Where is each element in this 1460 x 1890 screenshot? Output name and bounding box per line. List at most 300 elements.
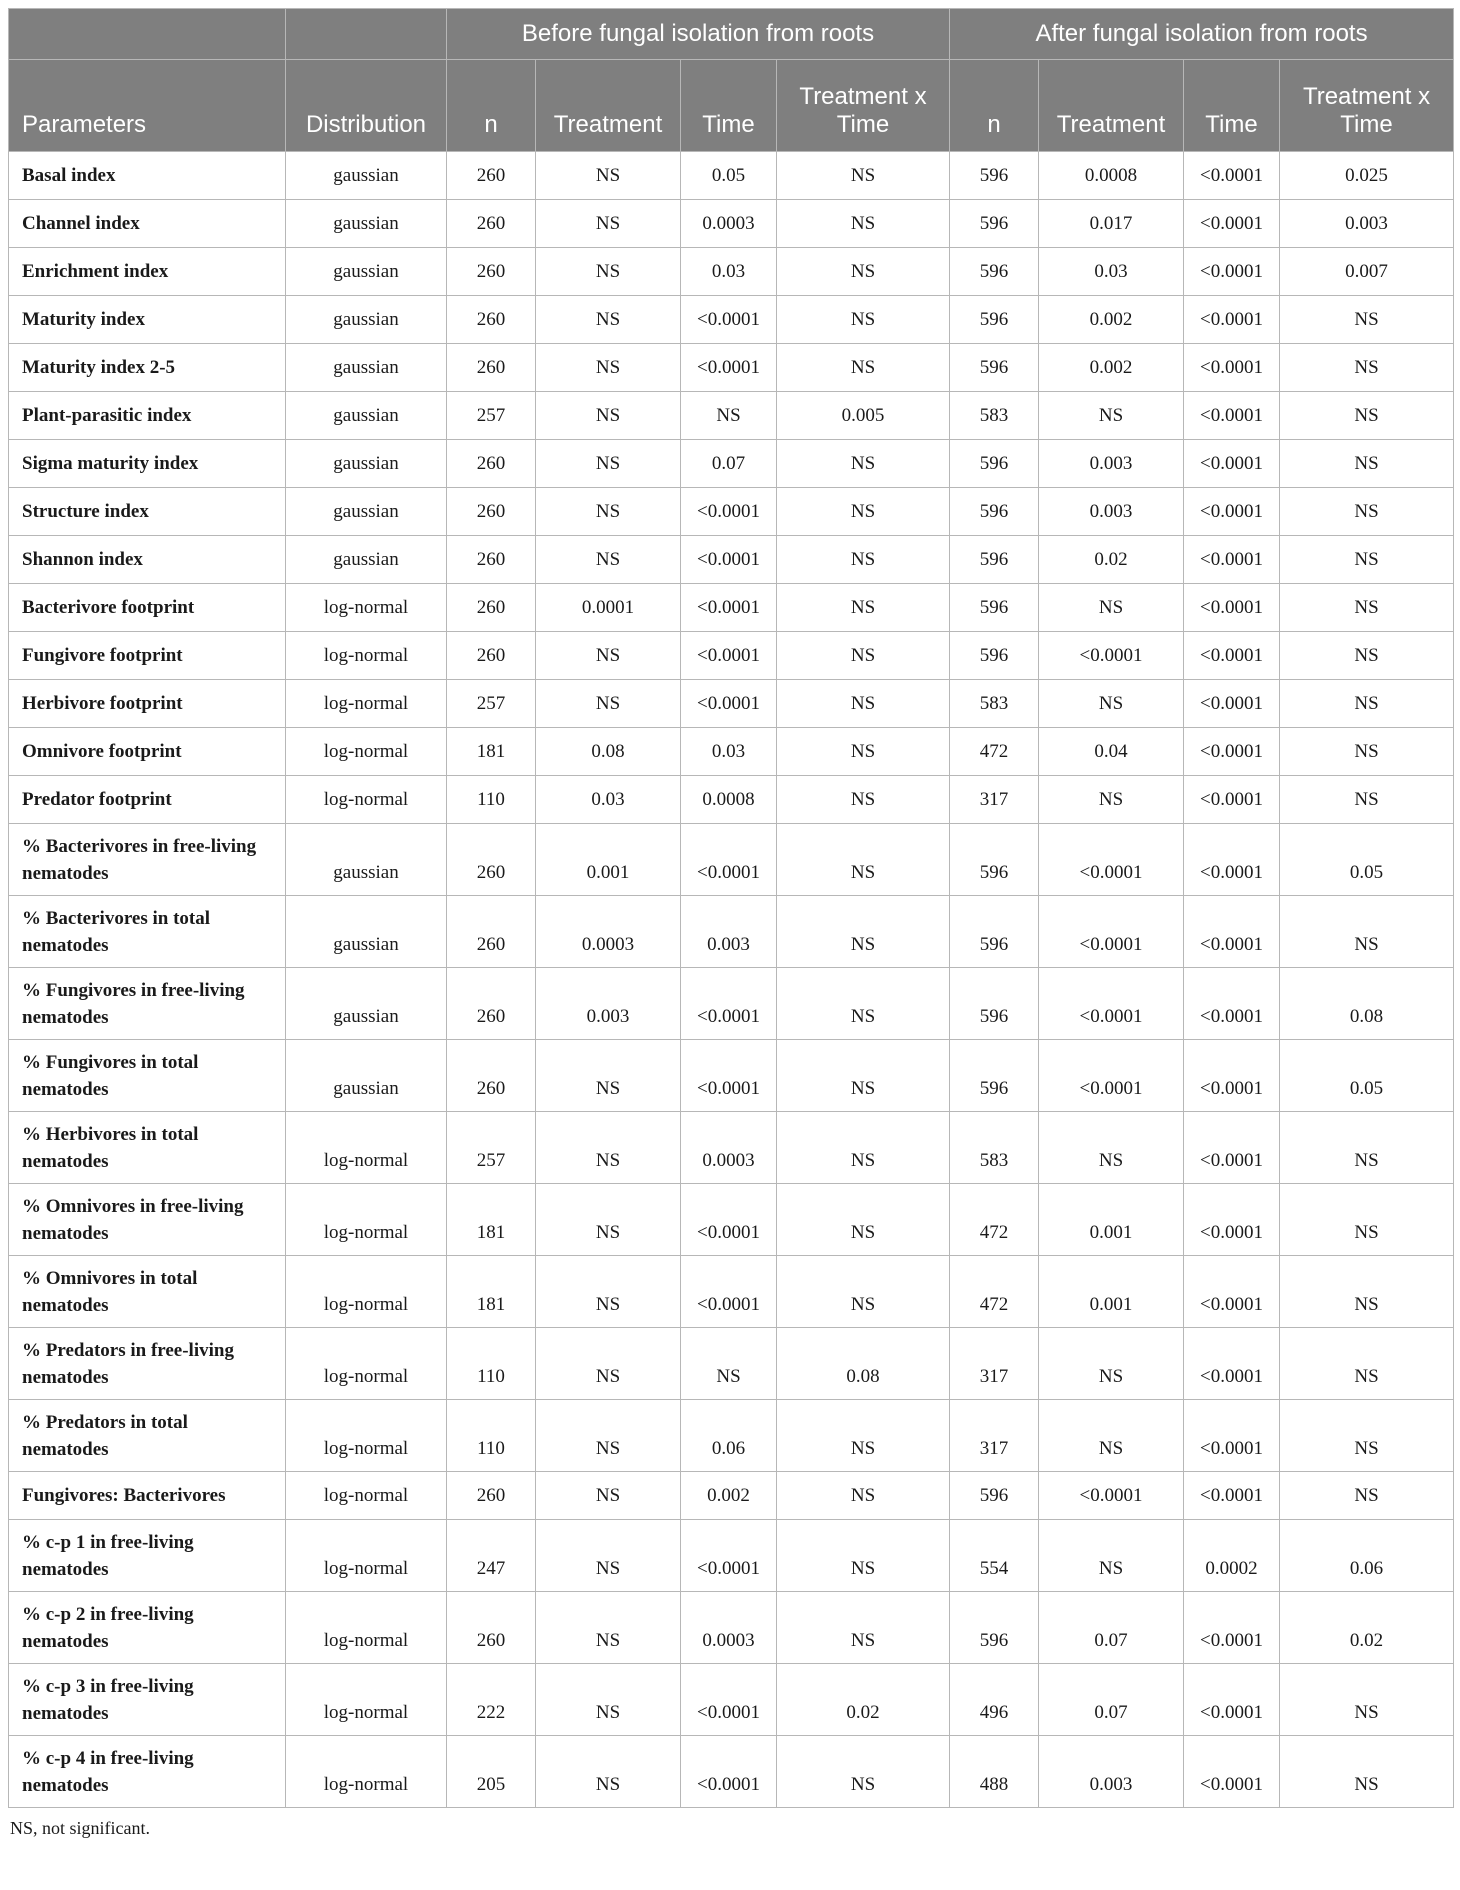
interaction-before-cell: NS [777, 488, 950, 536]
interaction-after-cell: NS [1280, 1328, 1454, 1400]
treatment-after-cell: NS [1039, 776, 1184, 824]
time-before-cell: <0.0001 [681, 1736, 777, 1808]
table-row [9, 392, 1454, 440]
table-row [9, 776, 1454, 824]
interaction-after-cell: 0.08 [1280, 968, 1454, 1040]
distribution-cell: gaussian [286, 968, 447, 1040]
time-before-cell: <0.0001 [681, 536, 777, 584]
time-before-cell: <0.0001 [681, 1520, 777, 1592]
n-after-cell: 596 [950, 200, 1039, 248]
treatment-before-cell: 0.03 [536, 776, 681, 824]
parameter-cell: % Bacterivores in free-living nematodes [9, 824, 286, 896]
distribution-cell: gaussian [286, 488, 447, 536]
results-table [8, 8, 1454, 1808]
time-before-cell: <0.0001 [681, 488, 777, 536]
time-after-cell: <0.0001 [1184, 1184, 1280, 1256]
n-after-cell: 596 [950, 488, 1039, 536]
n-after-cell: 596 [950, 1592, 1039, 1664]
distribution-cell: gaussian [286, 1040, 447, 1112]
interaction-after-cell: NS [1280, 440, 1454, 488]
interaction-after-cell: NS [1280, 728, 1454, 776]
treatment-after-cell: NS [1039, 1328, 1184, 1400]
interaction-before-cell: NS [777, 824, 950, 896]
n-before-cell: 110 [447, 1400, 536, 1472]
interaction-before-cell: NS [777, 344, 950, 392]
treatment-before-cell: NS [536, 536, 681, 584]
table-row [9, 440, 1454, 488]
header-column-row [9, 60, 1454, 152]
n-after-cell: 488 [950, 1736, 1039, 1808]
interaction-after-cell: NS [1280, 1112, 1454, 1184]
treatment-after-cell: 0.03 [1039, 248, 1184, 296]
treatment-after-cell: <0.0001 [1039, 896, 1184, 968]
time-after-cell: <0.0001 [1184, 584, 1280, 632]
time-after-cell: <0.0001 [1184, 392, 1280, 440]
treatment-after-cell: 0.001 [1039, 1184, 1184, 1256]
table-row [9, 296, 1454, 344]
treatment-after-cell: 0.002 [1039, 296, 1184, 344]
n-before-cell: 247 [447, 1520, 536, 1592]
n-before-cell: 110 [447, 1328, 536, 1400]
distribution-cell: gaussian [286, 392, 447, 440]
treatment-after-cell: 0.003 [1039, 440, 1184, 488]
n-after-cell: 317 [950, 1400, 1039, 1472]
time-after-cell: <0.0001 [1184, 152, 1280, 200]
interaction-before-cell: NS [777, 1520, 950, 1592]
header-n-after: n [950, 60, 1039, 152]
n-after-cell: 317 [950, 776, 1039, 824]
treatment-before-cell: NS [536, 1040, 681, 1112]
time-before-cell: <0.0001 [681, 1184, 777, 1256]
time-before-cell: <0.0001 [681, 968, 777, 1040]
n-after-cell: 583 [950, 680, 1039, 728]
n-after-cell: 496 [950, 1664, 1039, 1736]
interaction-before-cell: NS [777, 200, 950, 248]
table-row [9, 152, 1454, 200]
time-after-cell: <0.0001 [1184, 440, 1280, 488]
distribution-cell: gaussian [286, 896, 447, 968]
table-row [9, 1040, 1454, 1112]
n-before-cell: 260 [447, 440, 536, 488]
time-after-cell: <0.0001 [1184, 968, 1280, 1040]
treatment-before-cell: 0.003 [536, 968, 681, 1040]
parameter-cell: % Omnivores in total nematodes [9, 1256, 286, 1328]
treatment-before-cell: NS [536, 680, 681, 728]
interaction-before-cell: NS [777, 1592, 950, 1664]
table-row [9, 1736, 1454, 1808]
parameter-cell: % Bacterivores in total nematodes [9, 896, 286, 968]
parameter-cell: Shannon index [9, 536, 286, 584]
parameter-cell: Maturity index [9, 296, 286, 344]
header-empty-cell [9, 9, 286, 60]
time-before-cell: 0.003 [681, 896, 777, 968]
treatment-after-cell: <0.0001 [1039, 1040, 1184, 1112]
n-before-cell: 260 [447, 200, 536, 248]
treatment-before-cell: NS [536, 152, 681, 200]
distribution-cell: log-normal [286, 1112, 447, 1184]
treatment-after-cell: 0.003 [1039, 1736, 1184, 1808]
time-after-cell: <0.0001 [1184, 1256, 1280, 1328]
table-row [9, 632, 1454, 680]
n-before-cell: 181 [447, 728, 536, 776]
distribution-cell: log-normal [286, 1400, 447, 1472]
parameter-cell: % c-p 1 in free-living nematodes [9, 1520, 286, 1592]
header-parameters: Parameters [9, 60, 286, 152]
n-before-cell: 260 [447, 344, 536, 392]
interaction-after-cell: NS [1280, 632, 1454, 680]
interaction-before-cell: 0.02 [777, 1664, 950, 1736]
treatment-after-cell: 0.003 [1039, 488, 1184, 536]
interaction-before-cell: NS [777, 152, 950, 200]
distribution-cell: log-normal [286, 632, 447, 680]
interaction-before-cell: NS [777, 440, 950, 488]
parameter-cell: Structure index [9, 488, 286, 536]
interaction-before-cell: NS [777, 1256, 950, 1328]
time-before-cell: <0.0001 [681, 632, 777, 680]
interaction-before-cell: NS [777, 536, 950, 584]
distribution-cell: log-normal [286, 1520, 447, 1592]
distribution-cell: log-normal [286, 1472, 447, 1520]
interaction-before-cell: NS [777, 632, 950, 680]
n-before-cell: 222 [447, 1664, 536, 1736]
interaction-after-cell: 0.05 [1280, 1040, 1454, 1112]
table-row [9, 1112, 1454, 1184]
table-row [9, 728, 1454, 776]
distribution-cell: log-normal [286, 584, 447, 632]
interaction-after-cell: 0.003 [1280, 200, 1454, 248]
treatment-before-cell: NS [536, 248, 681, 296]
time-before-cell: <0.0001 [681, 824, 777, 896]
treatment-before-cell: NS [536, 1400, 681, 1472]
treatment-before-cell: NS [536, 1736, 681, 1808]
parameter-cell: Basal index [9, 152, 286, 200]
treatment-after-cell: 0.07 [1039, 1664, 1184, 1736]
n-before-cell: 260 [447, 896, 536, 968]
time-before-cell: <0.0001 [681, 584, 777, 632]
interaction-before-cell: NS [777, 680, 950, 728]
time-before-cell: 0.07 [681, 440, 777, 488]
n-before-cell: 260 [447, 584, 536, 632]
interaction-after-cell: NS [1280, 1736, 1454, 1808]
n-before-cell: 260 [447, 632, 536, 680]
table-row [9, 680, 1454, 728]
time-before-cell: <0.0001 [681, 1040, 777, 1112]
n-after-cell: 317 [950, 1328, 1039, 1400]
interaction-before-cell: NS [777, 1184, 950, 1256]
table-row [9, 1592, 1454, 1664]
interaction-after-cell: NS [1280, 296, 1454, 344]
time-before-cell: 0.0003 [681, 200, 777, 248]
table-row [9, 968, 1454, 1040]
table-row [9, 536, 1454, 584]
distribution-cell: log-normal [286, 728, 447, 776]
table-row [9, 1472, 1454, 1520]
treatment-before-cell: NS [536, 296, 681, 344]
treatment-after-cell: 0.002 [1039, 344, 1184, 392]
treatment-before-cell: NS [536, 488, 681, 536]
time-after-cell: <0.0001 [1184, 728, 1280, 776]
time-after-cell: <0.0001 [1184, 344, 1280, 392]
table-row [9, 1256, 1454, 1328]
time-after-cell: <0.0001 [1184, 1592, 1280, 1664]
treatment-before-cell: NS [536, 632, 681, 680]
n-before-cell: 260 [447, 968, 536, 1040]
time-before-cell: 0.03 [681, 248, 777, 296]
time-after-cell: <0.0001 [1184, 248, 1280, 296]
treatment-after-cell: 0.07 [1039, 1592, 1184, 1664]
treatment-before-cell: NS [536, 1520, 681, 1592]
interaction-before-cell: NS [777, 584, 950, 632]
time-before-cell: <0.0001 [681, 1664, 777, 1736]
header-interaction-before: Treatment x Time [777, 60, 950, 152]
time-before-cell: NS [681, 1328, 777, 1400]
n-after-cell: 596 [950, 248, 1039, 296]
n-after-cell: 596 [950, 584, 1039, 632]
treatment-after-cell: <0.0001 [1039, 968, 1184, 1040]
interaction-before-cell: NS [777, 728, 950, 776]
n-after-cell: 596 [950, 968, 1039, 1040]
table-row [9, 344, 1454, 392]
treatment-before-cell: NS [536, 392, 681, 440]
parameter-cell: Omnivore footprint [9, 728, 286, 776]
parameter-cell: % Herbivores in total nematodes [9, 1112, 286, 1184]
n-before-cell: 110 [447, 776, 536, 824]
n-before-cell: 260 [447, 1040, 536, 1112]
time-after-cell: <0.0001 [1184, 296, 1280, 344]
time-before-cell: <0.0001 [681, 1256, 777, 1328]
parameter-cell: % Fungivores in total nematodes [9, 1040, 286, 1112]
n-after-cell: 554 [950, 1520, 1039, 1592]
interaction-after-cell: NS [1280, 536, 1454, 584]
n-after-cell: 596 [950, 296, 1039, 344]
interaction-before-cell: NS [777, 968, 950, 1040]
interaction-after-cell: NS [1280, 1400, 1454, 1472]
interaction-after-cell: 0.05 [1280, 824, 1454, 896]
time-before-cell: 0.002 [681, 1472, 777, 1520]
distribution-cell: gaussian [286, 824, 447, 896]
time-before-cell: <0.0001 [681, 296, 777, 344]
time-after-cell: <0.0001 [1184, 632, 1280, 680]
parameter-cell: Enrichment index [9, 248, 286, 296]
distribution-cell: log-normal [286, 1664, 447, 1736]
time-after-cell: <0.0001 [1184, 200, 1280, 248]
interaction-after-cell: NS [1280, 392, 1454, 440]
treatment-before-cell: NS [536, 344, 681, 392]
parameter-cell: Herbivore footprint [9, 680, 286, 728]
parameter-cell: Fungivores: Bacterivores [9, 1472, 286, 1520]
time-before-cell: 0.0003 [681, 1112, 777, 1184]
n-after-cell: 596 [950, 1040, 1039, 1112]
time-after-cell: <0.0001 [1184, 488, 1280, 536]
interaction-after-cell: NS [1280, 344, 1454, 392]
interaction-after-cell: NS [1280, 1472, 1454, 1520]
time-before-cell: <0.0001 [681, 680, 777, 728]
n-before-cell: 260 [447, 152, 536, 200]
time-after-cell: <0.0001 [1184, 1664, 1280, 1736]
treatment-before-cell: 0.08 [536, 728, 681, 776]
distribution-cell: log-normal [286, 1184, 447, 1256]
treatment-before-cell: 0.0003 [536, 896, 681, 968]
table-row [9, 896, 1454, 968]
interaction-after-cell: 0.06 [1280, 1520, 1454, 1592]
distribution-cell: log-normal [286, 1592, 447, 1664]
distribution-cell: log-normal [286, 1256, 447, 1328]
n-before-cell: 181 [447, 1184, 536, 1256]
distribution-cell: log-normal [286, 1328, 447, 1400]
treatment-after-cell: NS [1039, 1400, 1184, 1472]
treatment-before-cell: NS [536, 440, 681, 488]
time-before-cell: 0.0003 [681, 1592, 777, 1664]
table-body [9, 152, 1454, 1808]
interaction-before-cell: NS [777, 1040, 950, 1112]
time-before-cell: <0.0001 [681, 344, 777, 392]
header-group-after: After fungal isolation from roots [950, 9, 1454, 60]
treatment-before-cell: NS [536, 1664, 681, 1736]
interaction-after-cell: NS [1280, 1664, 1454, 1736]
n-before-cell: 205 [447, 1736, 536, 1808]
time-after-cell: <0.0001 [1184, 1736, 1280, 1808]
distribution-cell: gaussian [286, 200, 447, 248]
time-after-cell: <0.0001 [1184, 824, 1280, 896]
n-before-cell: 260 [447, 1472, 536, 1520]
table-row [9, 488, 1454, 536]
n-before-cell: 257 [447, 680, 536, 728]
treatment-after-cell: 0.0008 [1039, 152, 1184, 200]
treatment-after-cell: <0.0001 [1039, 1472, 1184, 1520]
table-row [9, 200, 1454, 248]
treatment-after-cell: 0.017 [1039, 200, 1184, 248]
header-distribution: Distribution [286, 60, 447, 152]
treatment-after-cell: NS [1039, 392, 1184, 440]
n-before-cell: 260 [447, 1592, 536, 1664]
table-row [9, 584, 1454, 632]
parameter-cell: % Omnivores in free-living nematodes [9, 1184, 286, 1256]
n-before-cell: 260 [447, 248, 536, 296]
treatment-before-cell: NS [536, 1184, 681, 1256]
n-after-cell: 472 [950, 1184, 1039, 1256]
parameter-cell: Sigma maturity index [9, 440, 286, 488]
parameter-cell: Predator footprint [9, 776, 286, 824]
interaction-after-cell: 0.02 [1280, 1592, 1454, 1664]
distribution-cell: gaussian [286, 536, 447, 584]
header-time-before: Time [681, 60, 777, 152]
treatment-after-cell: <0.0001 [1039, 824, 1184, 896]
header-empty-cell [286, 9, 447, 60]
parameter-cell: % Predators in free-living nematodes [9, 1328, 286, 1400]
distribution-cell: log-normal [286, 1736, 447, 1808]
time-after-cell: <0.0001 [1184, 536, 1280, 584]
n-after-cell: 596 [950, 440, 1039, 488]
footnote: NS, not significant. [10, 1818, 150, 1838]
table-header [9, 9, 1454, 152]
parameter-cell: % c-p 4 in free-living nematodes [9, 1736, 286, 1808]
parameter-cell: Maturity index 2-5 [9, 344, 286, 392]
distribution-cell: log-normal [286, 776, 447, 824]
table-row [9, 1184, 1454, 1256]
n-before-cell: 181 [447, 1256, 536, 1328]
n-after-cell: 472 [950, 1256, 1039, 1328]
header-group-before: Before fungal isolation from roots [447, 9, 950, 60]
header-time-after: Time [1184, 60, 1280, 152]
time-before-cell: 0.03 [681, 728, 777, 776]
treatment-after-cell: 0.001 [1039, 1256, 1184, 1328]
time-after-cell: <0.0001 [1184, 1040, 1280, 1112]
treatment-after-cell: NS [1039, 1520, 1184, 1592]
treatment-after-cell: <0.0001 [1039, 632, 1184, 680]
treatment-before-cell: NS [536, 1256, 681, 1328]
n-after-cell: 472 [950, 728, 1039, 776]
distribution-cell: gaussian [286, 440, 447, 488]
n-after-cell: 596 [950, 536, 1039, 584]
n-after-cell: 596 [950, 896, 1039, 968]
time-after-cell: <0.0001 [1184, 896, 1280, 968]
n-after-cell: 596 [950, 824, 1039, 896]
treatment-before-cell: NS [536, 1472, 681, 1520]
time-before-cell: 0.0008 [681, 776, 777, 824]
table-row [9, 1520, 1454, 1592]
interaction-after-cell: NS [1280, 1184, 1454, 1256]
time-after-cell: <0.0001 [1184, 1328, 1280, 1400]
table-container [8, 8, 1453, 1839]
table-row [9, 1328, 1454, 1400]
treatment-after-cell: NS [1039, 1112, 1184, 1184]
table-row [9, 1400, 1454, 1472]
parameter-cell: Plant-parasitic index [9, 392, 286, 440]
interaction-after-cell: NS [1280, 584, 1454, 632]
table-row [9, 824, 1454, 896]
time-after-cell: <0.0001 [1184, 1472, 1280, 1520]
treatment-before-cell: NS [536, 1592, 681, 1664]
interaction-before-cell: NS [777, 296, 950, 344]
time-after-cell: <0.0001 [1184, 1400, 1280, 1472]
header-treatment-before: Treatment [536, 60, 681, 152]
header-n-before: n [447, 60, 536, 152]
header-group-row [9, 9, 1454, 60]
interaction-after-cell: NS [1280, 776, 1454, 824]
treatment-before-cell: NS [536, 1328, 681, 1400]
n-after-cell: 583 [950, 1112, 1039, 1184]
n-before-cell: 260 [447, 824, 536, 896]
time-after-cell: <0.0001 [1184, 680, 1280, 728]
n-before-cell: 257 [447, 1112, 536, 1184]
distribution-cell: gaussian [286, 152, 447, 200]
parameter-cell: % c-p 2 in free-living nematodes [9, 1592, 286, 1664]
parameter-cell: Bacterivore footprint [9, 584, 286, 632]
n-after-cell: 583 [950, 392, 1039, 440]
time-after-cell: <0.0001 [1184, 1112, 1280, 1184]
interaction-before-cell: NS [777, 776, 950, 824]
interaction-after-cell: NS [1280, 680, 1454, 728]
n-after-cell: 596 [950, 632, 1039, 680]
interaction-after-cell: 0.025 [1280, 152, 1454, 200]
interaction-before-cell: NS [777, 1736, 950, 1808]
header-treatment-after: Treatment [1039, 60, 1184, 152]
treatment-before-cell: 0.0001 [536, 584, 681, 632]
distribution-cell: gaussian [286, 248, 447, 296]
interaction-before-cell: 0.08 [777, 1328, 950, 1400]
table-row [9, 248, 1454, 296]
distribution-cell: gaussian [286, 296, 447, 344]
time-after-cell: 0.0002 [1184, 1520, 1280, 1592]
distribution-cell: gaussian [286, 344, 447, 392]
n-before-cell: 260 [447, 488, 536, 536]
interaction-after-cell: 0.007 [1280, 248, 1454, 296]
interaction-before-cell: NS [777, 248, 950, 296]
table-row [9, 1664, 1454, 1736]
interaction-before-cell: NS [777, 1400, 950, 1472]
n-after-cell: 596 [950, 152, 1039, 200]
parameter-cell: Channel index [9, 200, 286, 248]
